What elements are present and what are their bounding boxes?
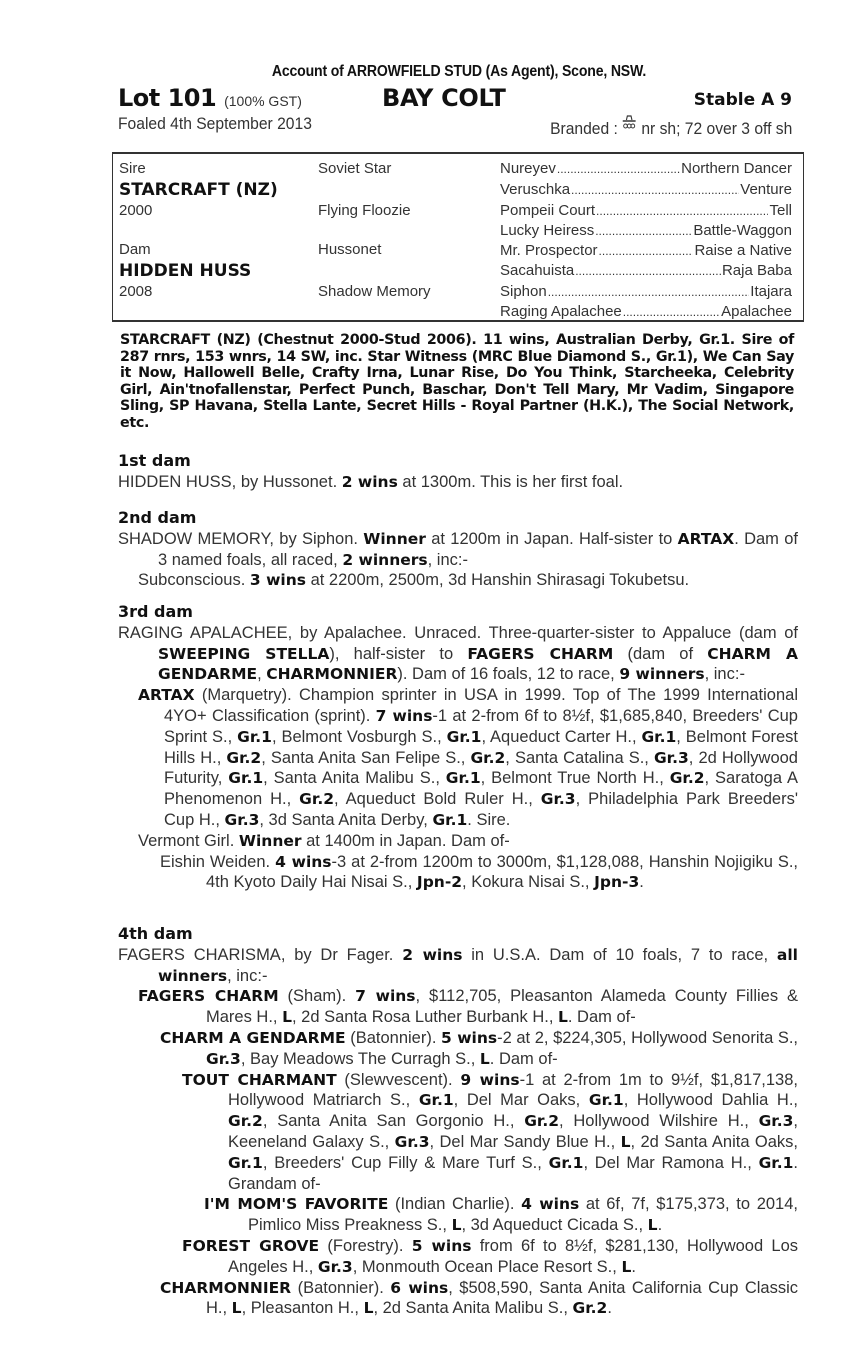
foaled-date: Foaled 4th September 2013 xyxy=(118,114,312,133)
grandparent-row: Sacahuista ..... Raja Baba xyxy=(500,262,792,279)
grandparent-row: Siphon ..... Itajara xyxy=(500,283,792,300)
progeny-subconscious: Subconscious. 3 wins at 2200m, 2500m, 3d Hanshin Shirasagi Tokubetsu. xyxy=(138,571,690,590)
grandparent-row: Pompeii Court ..... Tell xyxy=(500,202,792,219)
progeny-fagers-charm: FAGERS CHARM (Sham). 7 wins, $112,705, Pleasanton Alameda County Fillies & Mares H., L, 2d Santa Rosa Luther Burbank H., L. Dam of- xyxy=(138,987,798,1027)
dam-dam: Shadow Memory xyxy=(318,283,431,300)
section-title: 4th dam xyxy=(118,924,193,943)
section-title: 3rd dam xyxy=(118,602,193,621)
grandparent-row: Lucky Heiress ..... Battle-Waggon xyxy=(500,222,792,239)
section-title: 2nd dam xyxy=(118,508,197,527)
progeny-charmonnier: CHARMONNIER (Batonnier). 6 wins, $508,590, Santa Anita California Cup Classic H., L, Pleasanton H., L, 2d Santa Anita Malibu S., Gr.2. xyxy=(160,1278,799,1318)
foal-info xyxy=(112,114,806,138)
pedigree-table xyxy=(112,152,804,322)
second-dam-text: SHADOW MEMORY, by Siphon. Winner at 1200m in Japan. Half-sister to ARTAX. Dam of 3 named foals, all raced, 2 winners, inc:- xyxy=(118,529,798,569)
lot-header xyxy=(112,84,806,114)
lot-label: Lot 101 xyxy=(118,84,217,112)
gst-note: (100% GST) xyxy=(224,93,302,109)
progeny-artax: ARTAX (Marquetry). Champion sprinter in USA in 1999. Top of The 1999 International 4YO+ Classification (sprint). 7 wins-1 at 2-from 6f to 8½f, $1,685,840, Breeders' Cup Sprint S., Gr.1, Belmont Vosburgh S., Gr.1, Aqueduct Carter H., Gr.1, Belmont Forest Hills H., Gr.2, Santa Anita San Felipe S., Gr.2, Santa Catalina S., Gr.3, 2d Hollywood Futurity, Gr.1, Santa Anita Malibu S., Gr.1, Belmont True North H., Gr.2, Saratoga A Phenomenon H., Gr.2, Aqueduct Bold Ruler H., Gr.3, Philadelphia Park Breeders' Cup H., Gr.3, 3d Santa Anita Derby, Gr.1. Sire. xyxy=(138,686,798,829)
sire-summary: STARCRAFT (NZ) (Chestnut 2000-Stud 2006). 11 wins, Australian Derby, Gr.1. Sire of 287 rnrs, 153 wnrs, 14 SW, inc. Star Witness (MRC Blue Diamond S., Gr.1), We Can Say it Now, Hallowell Belle, Crafty Irna, Lunar Rise, Do You Think, Starcheeka, Celebrity Girl, Ain'tnofallenstar, Perfect Punch, Baschar, Don't Tell Mary, Mr Vadim, Singapore Sling, SP Havana, Stella Lante, Secret Hills - Royal Partner (H.K.), The Social Network, etc. xyxy=(120,332,794,431)
vendor-account: Account of ARROWFIELD STUD (As Agent), Scone, NSW. xyxy=(271,63,647,80)
lot-number xyxy=(118,84,302,112)
progeny-tout-charmant: TOUT CHARMANT (Slewvescent). 9 wins-1 at 2-from 1m to 9½f, $1,817,138, Hollywood Matriarch S., Gr.1, Del Mar Oaks, Gr.1, Hollywood Dahlia H., Gr.2, Santa Anita San Gorgonio H., Gr.2, Hollywood Wilshire H., Gr.3, Keeneland Galaxy S., Gr.3, Del Mar Sandy Blue H., L, 2d Santa Anita Oaks, Gr.1, Breeders' Cup Filly & Mare Turf S., Gr.1, Del Mar Ramona H., Gr.1. Grandam of- xyxy=(182,1070,799,1193)
third-dam-section xyxy=(118,602,798,893)
catalogue-page xyxy=(112,62,806,1318)
second-dam-section xyxy=(118,508,798,591)
grandparent-row: Nureyev ..... Northern Dancer xyxy=(500,160,792,177)
brand-info xyxy=(550,114,792,139)
fourth-dam-section xyxy=(118,924,798,1319)
dam-year: 2008 xyxy=(119,283,153,300)
grandparent-row: Veruschka ..... Venture xyxy=(500,181,792,198)
brand-mark-icon xyxy=(622,114,637,135)
brand-details: nr sh; 72 over 3 off sh xyxy=(641,119,792,138)
first-dam-text: HIDDEN HUSS, by Hussonet. 2 wins at 1300m. This is her first foal. xyxy=(118,472,624,491)
dam-label: Dam xyxy=(119,241,151,258)
dam-sire: Hussonet xyxy=(318,241,382,258)
fourth-dam-text: FAGERS CHARISMA, by Dr Fager. 2 wins in U.S.A. Dam of 10 foals, 7 to race, all winners, inc:- xyxy=(118,945,798,985)
first-dam-section xyxy=(118,451,798,493)
sire-sire: Soviet Star xyxy=(318,160,392,177)
progeny-eishin-weiden: Eishin Weiden. 4 wins-3 at 2-from 1200m to 3000m, $1,128,088, Hanshin Nojigiku S., 4th Kyoto Daily Hai Nisai S., Jpn-2, Kokura Nisai S., Jpn-3. xyxy=(160,852,799,892)
grandparent-row: Mr. Prospector ..... Raise a Native xyxy=(500,242,792,259)
stable-location: Stable A 9 xyxy=(693,90,792,110)
sire-name: STARCRAFT (NZ) xyxy=(119,180,278,200)
sire-year: 2000 xyxy=(119,202,153,219)
progeny-forest-grove: FOREST GROVE (Forestry). 5 wins from 6f to 8½f, $281,130, Hollywood Los Angeles H., Gr.3, Monmouth Ocean Place Resort S., L. xyxy=(182,1236,798,1276)
third-dam-text: RAGING APALACHEE, by Apalachee. Unraced. Three-quarter-sister to Appaluce (dam of SWEEPING STELLA), half-sister to FAGERS CHARM (dam of CHARM A GENDARME, CHARMONNIER). Dam of 16 foals, 12 to race, 9 winners, inc:- xyxy=(118,623,798,684)
branded-label: Branded : xyxy=(549,119,618,138)
dam-name: HIDDEN HUSS xyxy=(119,261,252,281)
sire-label: Sire xyxy=(119,160,146,177)
sire-dam: Flying Floozie xyxy=(318,202,411,219)
horse-description: BAY COLT xyxy=(382,84,506,112)
grandparent-row: Raging Apalachee ..... Apalachee xyxy=(500,303,792,320)
progeny-charm-a-gendarme: CHARM A GENDARME (Batonnier). 5 wins-2 at 2, $224,305, Hollywood Senorita S., Gr.3, Bay Meadows The Curragh S., L. Dam of- xyxy=(160,1028,799,1068)
progeny-vermont-girl: Vermont Girl. Winner at 1400m in Japan. Dam of- xyxy=(138,831,510,850)
progeny-im-moms-favorite: I'M MOM'S FAVORITE (Indian Charlie). 4 wins at 6f, 7f, $175,373, to 2014, Pimlico Miss Preakness S., L, 3d Aqueduct Cicada S., L. xyxy=(204,1195,798,1235)
section-title: 1st dam xyxy=(118,451,191,470)
